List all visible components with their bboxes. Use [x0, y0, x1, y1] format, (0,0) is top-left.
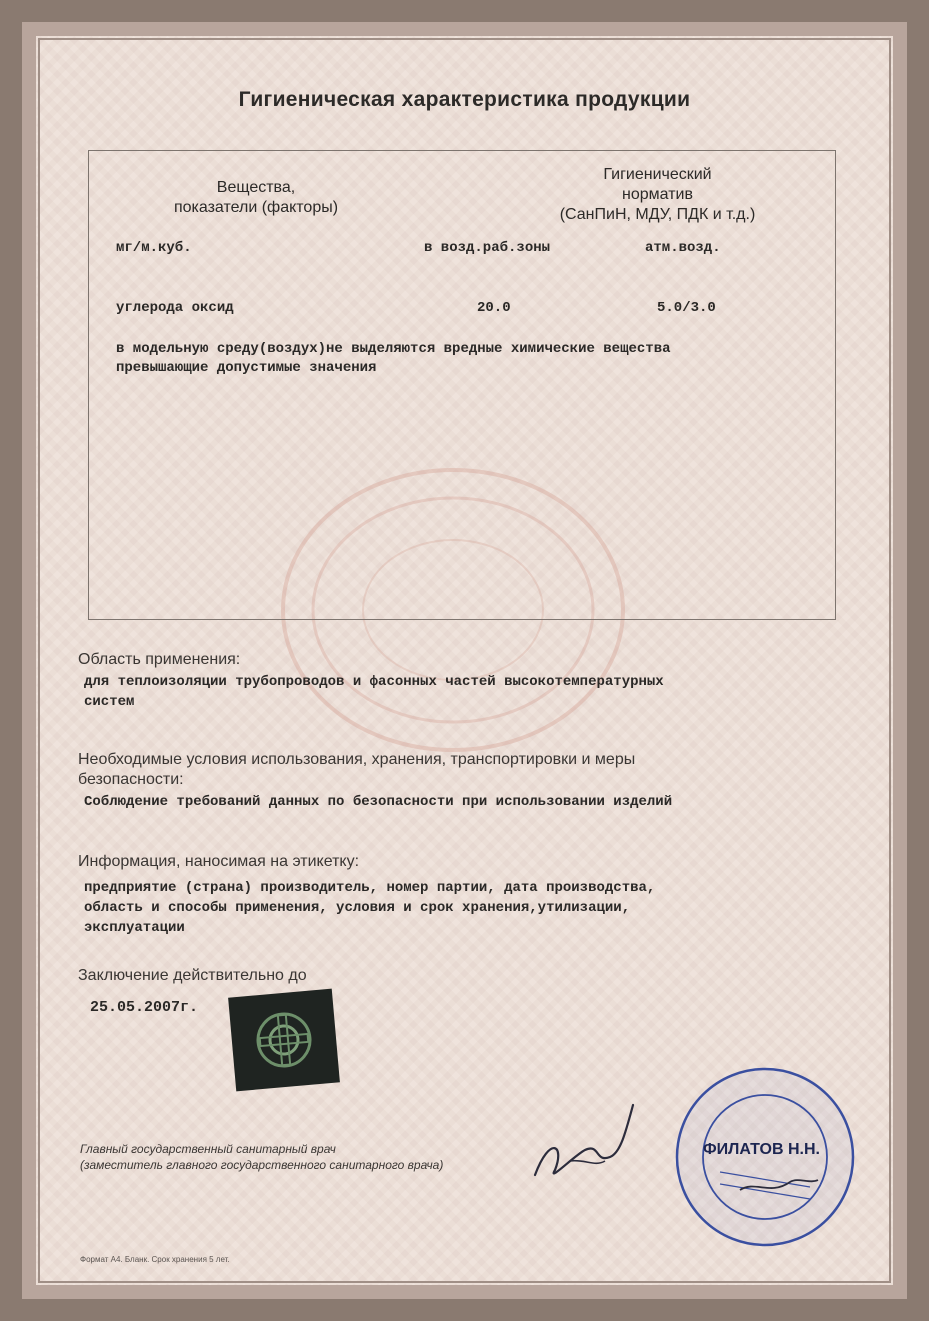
application-label: Область применения:	[78, 651, 241, 668]
label-info-label: Информация, наносимая на этикетку:	[78, 853, 360, 870]
atm-value: 5.0/3.0	[657, 300, 716, 316]
table-note-line2: превышающие допустимые значения	[116, 360, 377, 376]
label-info-line2: область и способы применения, условия и срок хранения,утилизации,	[84, 900, 631, 916]
validity-label: Заключение действительно до	[78, 967, 307, 984]
col-work-zone: в возд.раб.зоны	[424, 240, 551, 256]
validity-date: 25.05.2007г.	[90, 999, 199, 1016]
application-line1: для теплоизоляции трубопроводов и фасонных частей высокотемпературных	[84, 674, 664, 690]
signatory-line2: (заместитель главного государственного санитарного врача)	[80, 1158, 444, 1172]
stamp-name: ФИЛАТОВ Н.Н.	[703, 1141, 820, 1158]
col-atm: атм.возд.	[645, 240, 721, 256]
signature-icon	[525, 1095, 655, 1185]
conditions-label-line1: Необходимые условия использования, хранения, транспортировки и меры	[78, 751, 636, 768]
signatory-line1: Главный государственный санитарный врач	[80, 1142, 336, 1156]
label-info-line1: предприятие (страна) производитель, номер партии, дата производства,	[84, 880, 656, 896]
hologram-icon	[228, 989, 340, 1092]
unit-label: мг/м.куб.	[116, 240, 192, 256]
document-title: Гигиеническая характеристика продукции	[238, 88, 691, 111]
application-line2: систем	[84, 694, 135, 710]
label-info-line3: эксплуатации	[84, 920, 185, 936]
table-note-line1: в модельную среду(воздух)не выделяются вредные химические вещества	[116, 341, 671, 357]
footer-note: Формат А4. Бланк. Срок хранения 5 лет.	[80, 1255, 230, 1264]
conditions-value: Соблюдение требований данных по безопасности при использовании изделий	[84, 794, 673, 810]
work-zone-value: 20.0	[477, 300, 511, 316]
signatory-title	[80, 1141, 443, 1173]
table-header-norm: Гигиенический норматив (СанПиН, МДУ, ПДК и т.д.)	[559, 166, 756, 223]
substance-name: углерода оксид	[116, 300, 234, 316]
table-header-substances: Вещества, показатели (факторы)	[173, 179, 339, 216]
conditions-label-line2: безопасности:	[78, 771, 184, 788]
